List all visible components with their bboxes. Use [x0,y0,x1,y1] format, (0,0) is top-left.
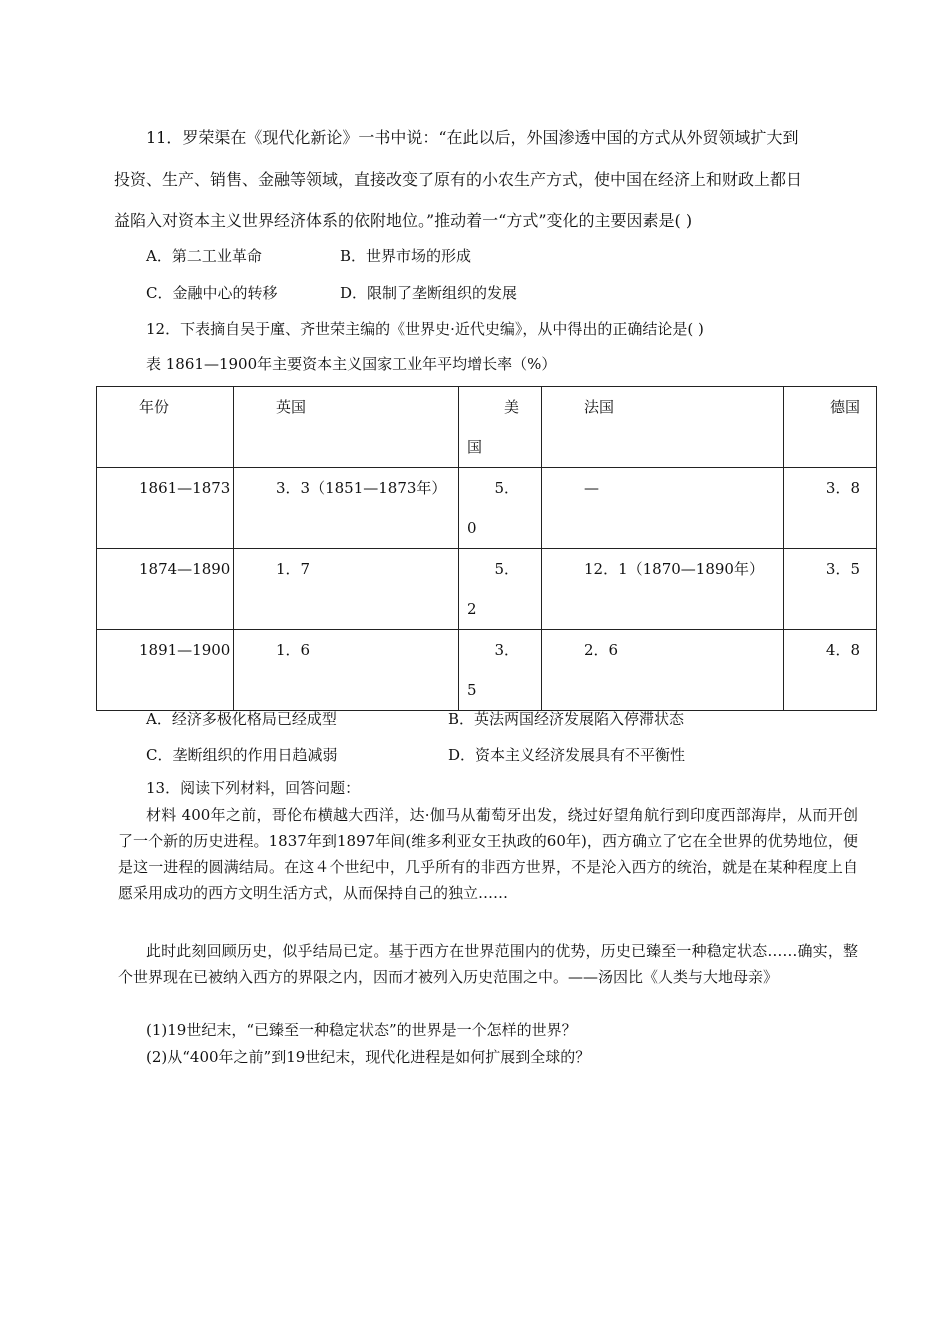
q11-option-b: B．世界市场的形成 [340,247,472,265]
cell-us-part2: 0 [467,519,477,537]
header-us [459,387,542,468]
header-us-part1: 美 [503,398,519,416]
q12-option-a: A．经济多极化格局已经成型 [146,710,337,728]
cell-germany: 4．8 [784,630,877,711]
q11-option-d: D．限制了垄断组织的发展 [340,284,518,302]
growth-rate-table [96,386,877,711]
cell-us [459,468,542,549]
cell-us-part1: 3． [494,641,519,659]
cell-us-part1: 5． [494,560,519,578]
table-row [97,549,877,630]
q11-line1: 11．罗荣渠在《现代化新论》一书中说：“在此以后，外国渗透中国的方式从外贸领域扩大到 [146,128,799,147]
q13-subquestion-1: (1)19世纪末，“已臻至一种稳定状态”的世界是一个怎样的世界？ [146,1021,577,1039]
q13-material-paragraph-2: 此时此刻回顾历史，似乎结局已定。基于西方在世界范围内的优势，历史已臻至一种稳定状态……确实，整个世界现在已被纳入西方的界限之内，因而才被列入历史范围之中。——汤因比《人类与大地母亲》 [118,942,858,986]
header-france: 法国 [542,387,784,468]
table-header-row [97,387,877,468]
table-row [97,468,877,549]
header-germany: 德国 [784,387,877,468]
cell-germany: 3．5 [784,549,877,630]
q11-line2: 投资、生产、销售、金融等领域，直接改变了原有的小农生产方式，使中国在经济上和财政上都日 [114,170,803,189]
q12-option-b: B．英法两国经济发展陷入停滞状态 [448,710,685,728]
table-row [97,630,877,711]
cell-uk: 1．7 [234,549,459,630]
q13-material-paragraph: 材料 400年之前，哥伦布横越大西洋，达·伽马从葡萄牙出发，绕过好望角航行到印度西部海岸，从而开创了一个新的历史进程。1837年到1897年间(维多利亚女王执政的60年)，西方确立了它在全世界的优势地位，便是这一进程的圆满结局。在这４个世纪中，几乎所有的非西方世界，不是沦入西方的统治，就是在某种程度上自愿采用成功的西方文明生活方式，从而保持自己的独立…… [118,806,858,902]
cell-us-part2: 2 [467,600,477,618]
cell-us [459,630,542,711]
header-us-part2: 国 [467,438,483,456]
q13-stem: 13．阅读下列材料，回答问题： [146,779,361,797]
header-year: 年份 [97,387,234,468]
q13-subquestion-2: (2)从“400年之前”到19世纪末，现代化进程是如何扩展到全球的？ [146,1048,591,1066]
cell-germany: 3．8 [784,468,877,549]
q11-option-c: C．金融中心的转移 [146,284,278,302]
cell-year: 1891—1900 [97,630,234,711]
cell-year: 1861—1873 [97,468,234,549]
q11-line3: 益陷入对资本主义世界经济体系的依附地位。”推动着一“方式”变化的主要因素是( ) [114,211,693,230]
cell-uk: 3．3（1851—1873年） [234,468,459,549]
cell-us-part1: 5． [494,479,519,497]
cell-france: 2．6 [542,630,784,711]
q12-stem: 12．下表摘自吴于廑、齐世荣主编的《世界史·近代史编》，从中得出的正确结论是( ) [146,320,704,338]
cell-us [459,549,542,630]
table-caption: 表 1861—1900年主要资本主义国家工业年平均增长率（%） [146,355,557,373]
cell-france: — [542,468,784,549]
cell-us-part2: 5 [467,681,477,699]
cell-year: 1874—1890 [97,549,234,630]
q11-option-a: A．第二工业革命 [146,247,262,265]
q12-option-d: D．资本主义经济发展具有不平衡性 [448,746,686,764]
header-uk: 英国 [234,387,459,468]
cell-uk: 1．6 [234,630,459,711]
q12-option-c: C．垄断组织的作用日趋减弱 [146,746,338,764]
cell-france: 12．1（1870—1890年） [542,549,784,630]
